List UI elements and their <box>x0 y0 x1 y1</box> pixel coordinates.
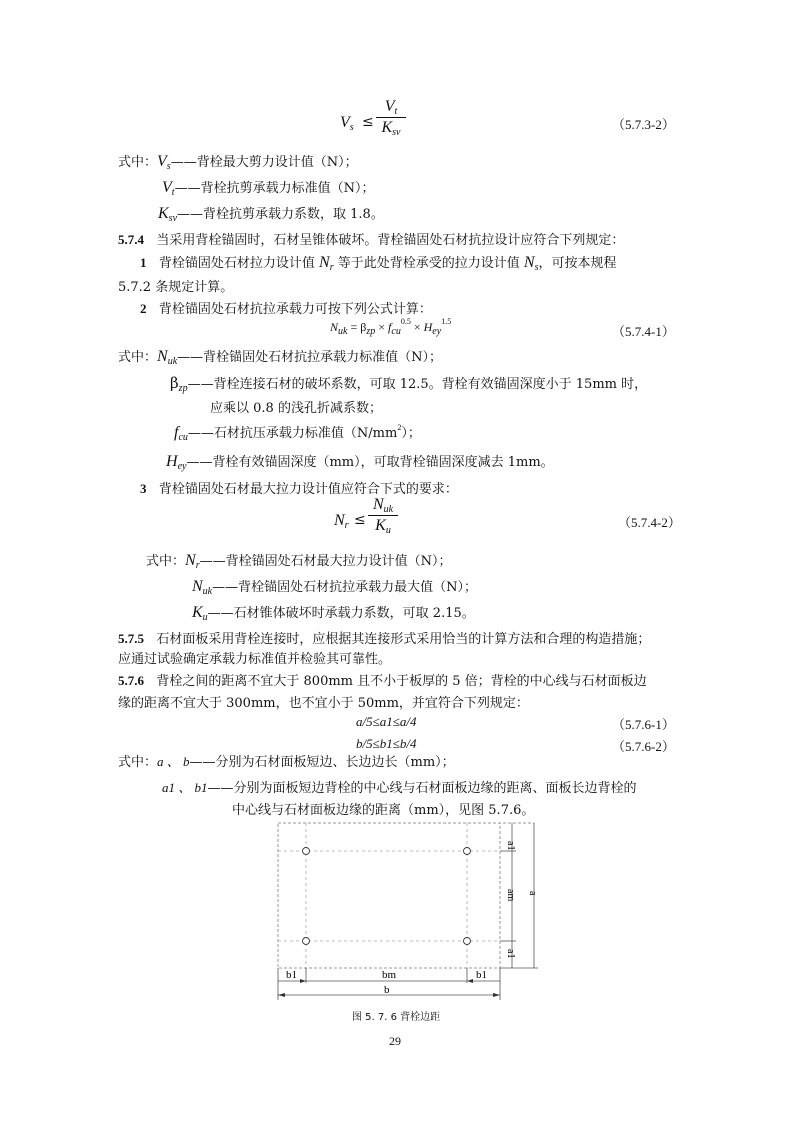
figure-5-7-6 <box>270 815 540 1010</box>
label-bm: bm <box>382 969 397 981</box>
section-5-7-5: 5.7.5 石材面板采用背栓连接时，应根据其连接形式采用恰当的计算方法和合理的构造措施； <box>118 631 651 647</box>
eq-5-7-3-2: Vs ≤ Vt Ksv <box>340 104 460 144</box>
where-line: Nuk——背栓锚固处石材抗拉承载力最大值（N）； <box>192 578 478 597</box>
where-line: 式中：Nuk——背栓锚固处石材抗拉承载力标准值（N）； <box>118 348 443 367</box>
where-line: 式中：Vs——背栓最大剪力设计值（N）； <box>118 153 358 172</box>
anchor-circle <box>303 848 310 855</box>
section-5-7-6-cont: 缘的距离不宜大于 300mm，也不宜小于 50mm，并宜符合下列规定： <box>118 696 529 711</box>
where-line: $\beta_{zp}——$背栓连接石材的破坏系数，可取 12.5。背栓有效锚固深度小于 15mm 时， <box>170 374 648 394</box>
item-2: 2 背栓锚固处石材抗拉承载力可按下列公式计算： <box>140 301 432 317</box>
where-line: 式中：Nr——背栓锚固处石材最大拉力设计值（N）； <box>146 552 452 571</box>
anchor-circle <box>303 938 310 945</box>
anchor-circle <box>464 848 471 855</box>
label-a1-bottom: a1 <box>505 949 516 959</box>
eq-label: （5.7.6-2） <box>612 739 675 754</box>
eq-5-7-4-2: Nr ≤ Nuk Ku <box>334 502 454 542</box>
where-line: fcu——石材抗压承载力标准值$(N/mm^2)$； <box>174 423 421 443</box>
anchor-circle <box>464 938 471 945</box>
where-line-cont: 应乘以 0.8 的浅孔折减系数； <box>210 401 382 416</box>
where-line: a1 、 b1——分别为面板短边背栓的中心线与石材面板边缘的距离、面板长边背栓的 <box>162 780 637 796</box>
item-1: 1 背栓锚固处石材拉力设计值 Nr 等于此处背栓承受的拉力设计值 Ns，可按本规程 <box>140 254 617 273</box>
where-line: Hey——背栓有效锚固深度（mm），可取背栓锚固深度减去 1mm。 <box>166 453 554 472</box>
where-line: Vt——背栓抗剪承载力标准值（N）； <box>162 179 375 198</box>
where-line: Ksv——背栓抗剪承载力系数，取 1.8。 <box>158 205 384 224</box>
label-am: am <box>505 889 516 902</box>
section-5-7-5-cont: 应通过试验确定承载力标准值并检验其可靠性。 <box>118 652 392 667</box>
eq-5-7-4-1: $N_{uk} = \beta_{zp} \times f_{cu}^{0.5} \times H_{ey}^{1.5}$ <box>330 317 452 337</box>
section-5-7-4: 5.7.4 当采用背栓锚固时，石材呈锥体破坏。背栓锚固处石材抗拉设计应符合下列规定： <box>118 232 625 248</box>
label-b1-right: b1 <box>476 969 487 981</box>
eq-label: （5.7.3-2） <box>612 117 675 132</box>
eq-label: （5.7.6-1） <box>612 717 675 732</box>
where-line-cont: 中心线与石材面板边缘的距离（mm），见图 5.7.6。 <box>232 803 535 818</box>
label-a1-top: a1 <box>505 841 516 851</box>
label-b1-left: b1 <box>286 969 297 981</box>
eq-label: （5.7.4-1） <box>612 324 675 339</box>
eq-5-7-6-2: b/5≤b1≤b/4 <box>356 736 417 751</box>
eq-label: （5.7.4-2） <box>618 515 681 530</box>
page-number: 29 <box>389 1034 401 1048</box>
item-3: 3 背栓锚固处石材最大拉力设计值应符合下式的要求： <box>140 481 458 497</box>
item-1-cont: 5.7.2 条规定计算。 <box>118 280 234 295</box>
eq-5-7-6-1: a/5≤a1≤a/4 <box>356 714 417 729</box>
label-b: b <box>384 984 390 996</box>
where-line: Ku——石材锥体破坏时承载力系数，可取 2.15。 <box>192 604 475 623</box>
where-line: 式中：a 、 b——分别为石材面板短边、长边边长（mm）； <box>118 754 455 770</box>
figure-caption: 图 5. 7. 6 背栓边距 <box>352 1012 441 1023</box>
section-5-7-6: 5.7.6 背栓之间的距离不宜大于 800mm 且不小于板厚的 5 倍；背栓的中心线与石材面板边 <box>118 673 647 689</box>
label-a: a <box>527 891 538 896</box>
